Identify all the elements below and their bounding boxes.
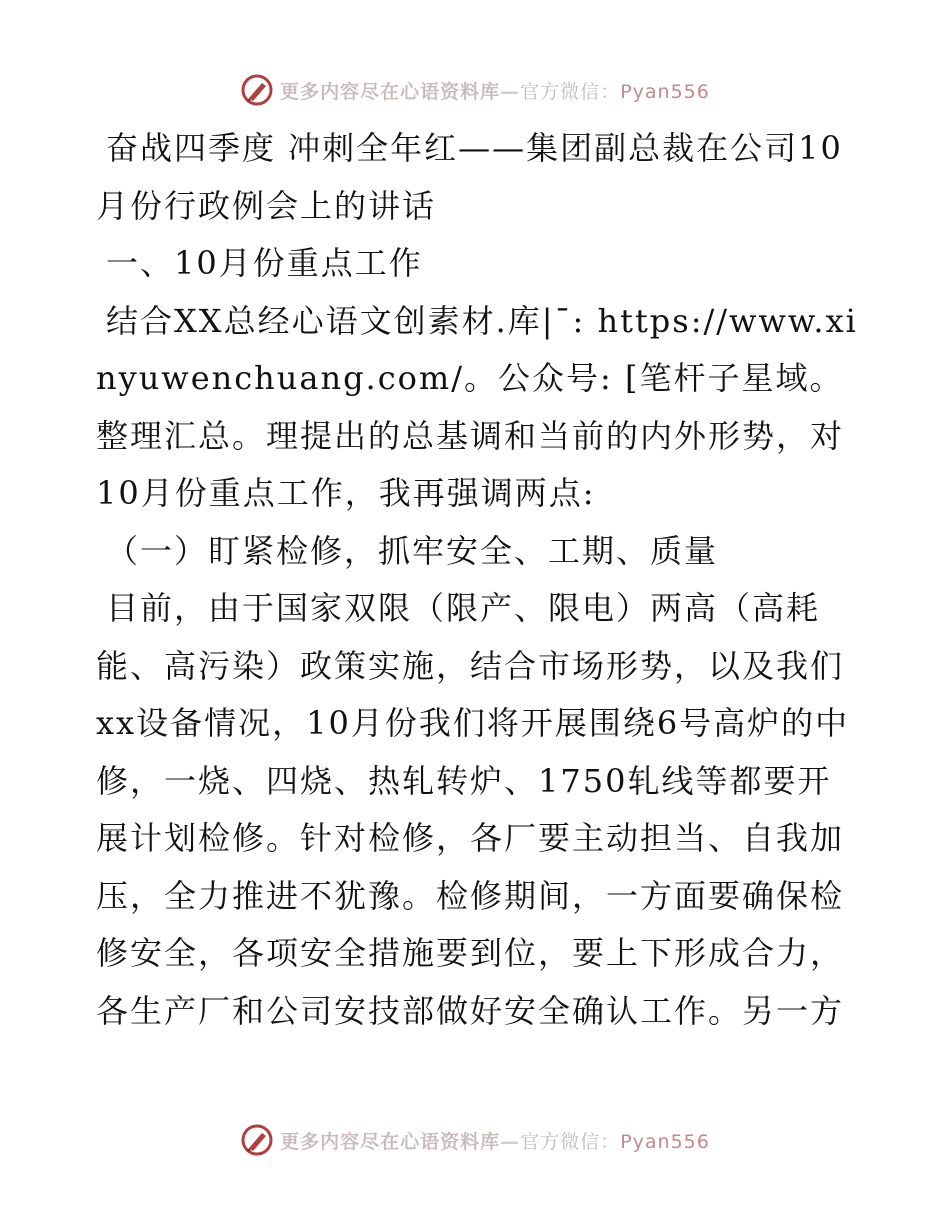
banner-wechat-id: Pyan556 — [620, 80, 710, 103]
pen-logo-icon — [240, 73, 274, 107]
banner-main-text: 更多内容尽在心语资料库 — [280, 80, 501, 103]
banner-text — [280, 1127, 710, 1154]
banner-official-label: 官方微信： — [520, 80, 621, 103]
banner-separator: — — [500, 1130, 521, 1153]
header-banner — [0, 70, 950, 110]
paragraph: 结合XX总经心语文创素材.库|¯: https://www.xinyuwenchuang.com/。公众号: [笔杆子星域。整理汇总。理提出的总基调和当前的内外形势，对10月份重点工作，我再强调两点: — [96, 301, 858, 512]
banner-wechat-id: Pyan556 — [620, 1130, 710, 1153]
document-body — [96, 120, 861, 1040]
banner-main-text: 更多内容尽在心语资料库 — [280, 1130, 501, 1153]
section-heading: 一、10月份重点工作 — [106, 244, 423, 282]
banner-separator: — — [500, 80, 521, 103]
paragraph: 目前，由于国家双限（限产、限电）两高（高耗能、高污染）政策实施，结合市场形势，以及我们xx设备情况，10月份我们将开展围绕6号高炉的中修，一烧、四烧、热轧转炉、1750轧线等都要开展计划检修。针对检修，各厂要主动担当、自我加压，全力推进不犹豫。检修期间，一方面要确保检修安全，各项安全措施要到位，要上下形成合力，各生产厂和公司安技部做好安全确认工作。另一方 — [96, 589, 850, 1030]
banner-text — [280, 77, 710, 104]
banner-official-label: 官方微信： — [520, 1130, 621, 1153]
subsection-heading: （一）盯紧检修，抓牢安全、工期、质量 — [106, 531, 719, 570]
footer-banner — [0, 1120, 950, 1160]
document-title: 奋战四季度 冲刺全年红——集团副总裁在公司10月份行政例会上的讲话 — [96, 129, 843, 225]
pen-logo-icon — [240, 1123, 274, 1157]
